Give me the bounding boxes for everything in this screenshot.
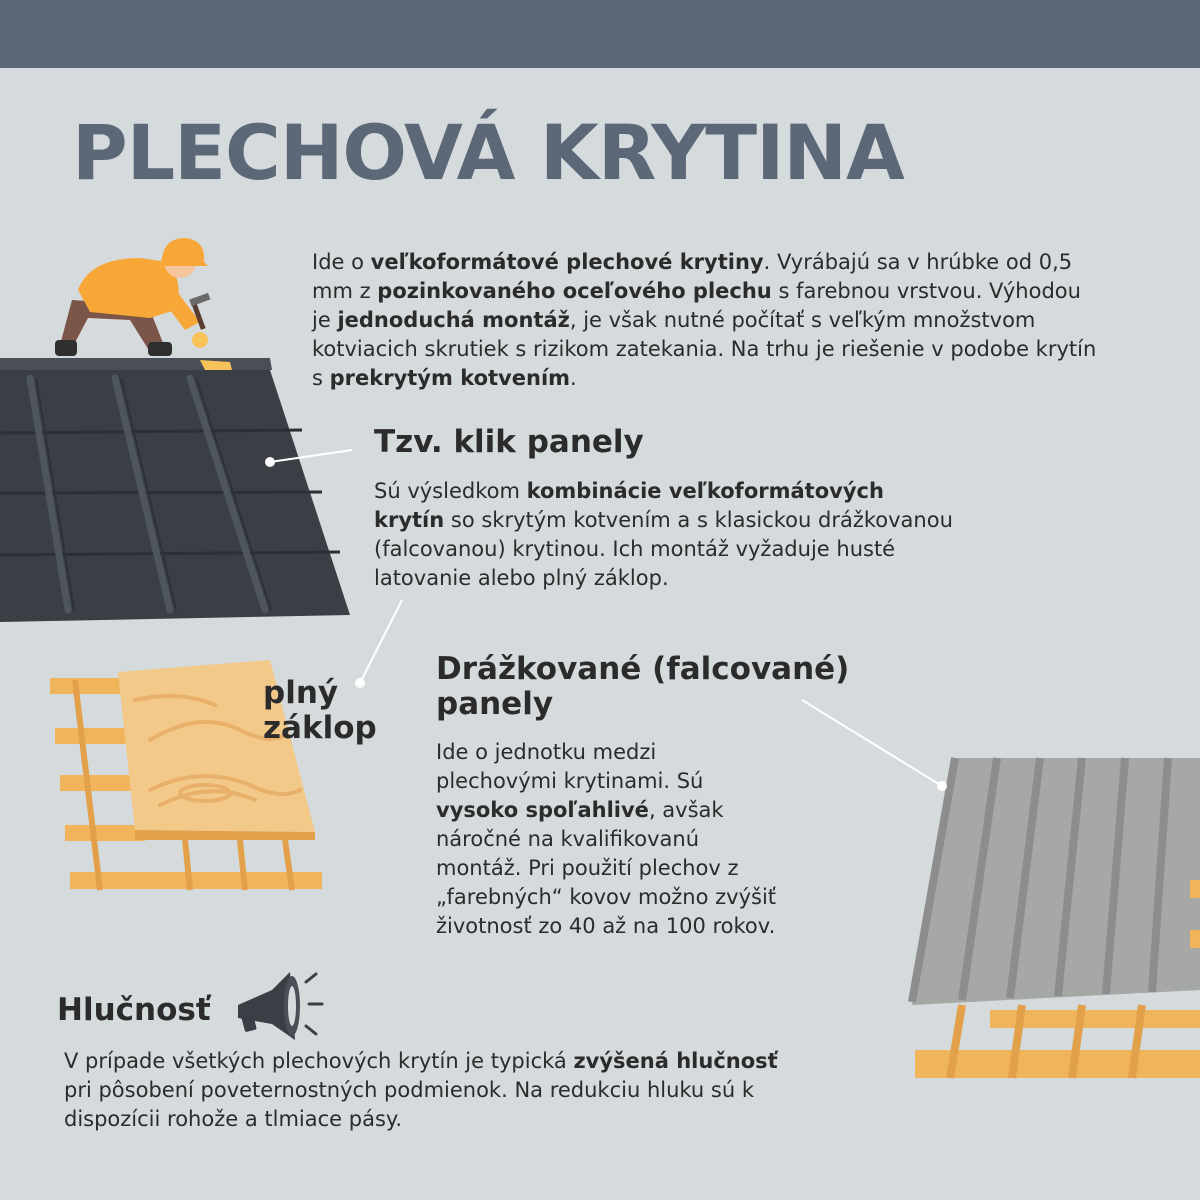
intro-text-2: . Vyrábajú sa v hrúbke od 0,5 mm z bbox=[312, 250, 1073, 303]
tile-roof-illustration bbox=[0, 358, 350, 622]
intro-bold-2: pozinkovaného oceľového plechu bbox=[377, 279, 772, 303]
megaphone-icon bbox=[238, 972, 322, 1040]
klik-bold-1: kombinácie veľkoformátových krytín bbox=[374, 479, 884, 532]
intro-bold-3: jednoduchá montáž bbox=[337, 308, 570, 332]
klik-panely-paragraph bbox=[374, 477, 954, 593]
klik-text-2: so skrytým kotvením a s klasickou drážkovanou (falcovanou) krytinou. Ich montáž vyžaduje husté latovanie alebo plný záklop. bbox=[374, 508, 953, 590]
drazkovane-text-1: Ide o jednotku medzi plechovými krytinami. Sú bbox=[436, 740, 704, 793]
intro-text-1: Ide o bbox=[312, 250, 371, 274]
intro-text-5: . bbox=[570, 366, 577, 390]
drazkovane-heading bbox=[436, 652, 849, 722]
klik-panely-heading: Tzv. klik panely bbox=[374, 424, 644, 460]
intro-bold-4: prekrytým kotvením bbox=[329, 366, 571, 390]
drazkovane-heading-line-1: Drážkované (falcované) bbox=[436, 651, 850, 687]
roofer-worker-icon bbox=[55, 238, 232, 370]
hlucnost-paragraph bbox=[64, 1047, 784, 1134]
drazkovane-bold-1: vysoko spoľahlivé bbox=[436, 798, 649, 822]
drazkovane-paragraph bbox=[436, 738, 781, 941]
standing-seam-roof-illustration bbox=[912, 758, 1200, 1078]
intro-paragraph bbox=[312, 248, 1102, 393]
hlucnost-text-1: V prípade všetkých plechových krytín je typická bbox=[64, 1049, 574, 1073]
intro-text-3: s farebnou vrstvou. Výhodou je bbox=[312, 279, 1081, 332]
plny-zaklop-line-1: plný bbox=[263, 675, 339, 711]
drazkovane-text-2: , avšak náročné na kvalifikovanú montáž. Pri použití plechov z „farebných“ kovov možno zvýšiť životnosť zo 40 až na 100 rokov. bbox=[436, 798, 777, 938]
hlucnost-bold-1: zvýšená hlučnosť bbox=[573, 1049, 778, 1073]
intro-text-4: , je však nutné počítať s veľkým množstvom kotviacich skrutiek s rizikom zatekania. Na trhu je riešenie v podobe krytín s bbox=[312, 308, 1097, 390]
intro-bold-1: veľkoformátové plechové krytiny bbox=[370, 250, 764, 274]
plny-zaklop-line-2: záklop bbox=[263, 710, 377, 746]
plny-zaklop-label bbox=[263, 676, 377, 746]
hlucnost-text-2: pri pôsobení poveternostných podmienok. Na redukciu hluku sú k dispozícii rohože a tlmiace pásy. bbox=[64, 1078, 754, 1131]
page-title: PLECHOVÁ KRYTINA bbox=[72, 108, 904, 197]
hlucnost-heading: Hlučnosť bbox=[57, 992, 211, 1028]
klik-text-1: Sú výsledkom bbox=[374, 479, 527, 503]
drazkovane-heading-line-2: panely bbox=[436, 686, 554, 722]
